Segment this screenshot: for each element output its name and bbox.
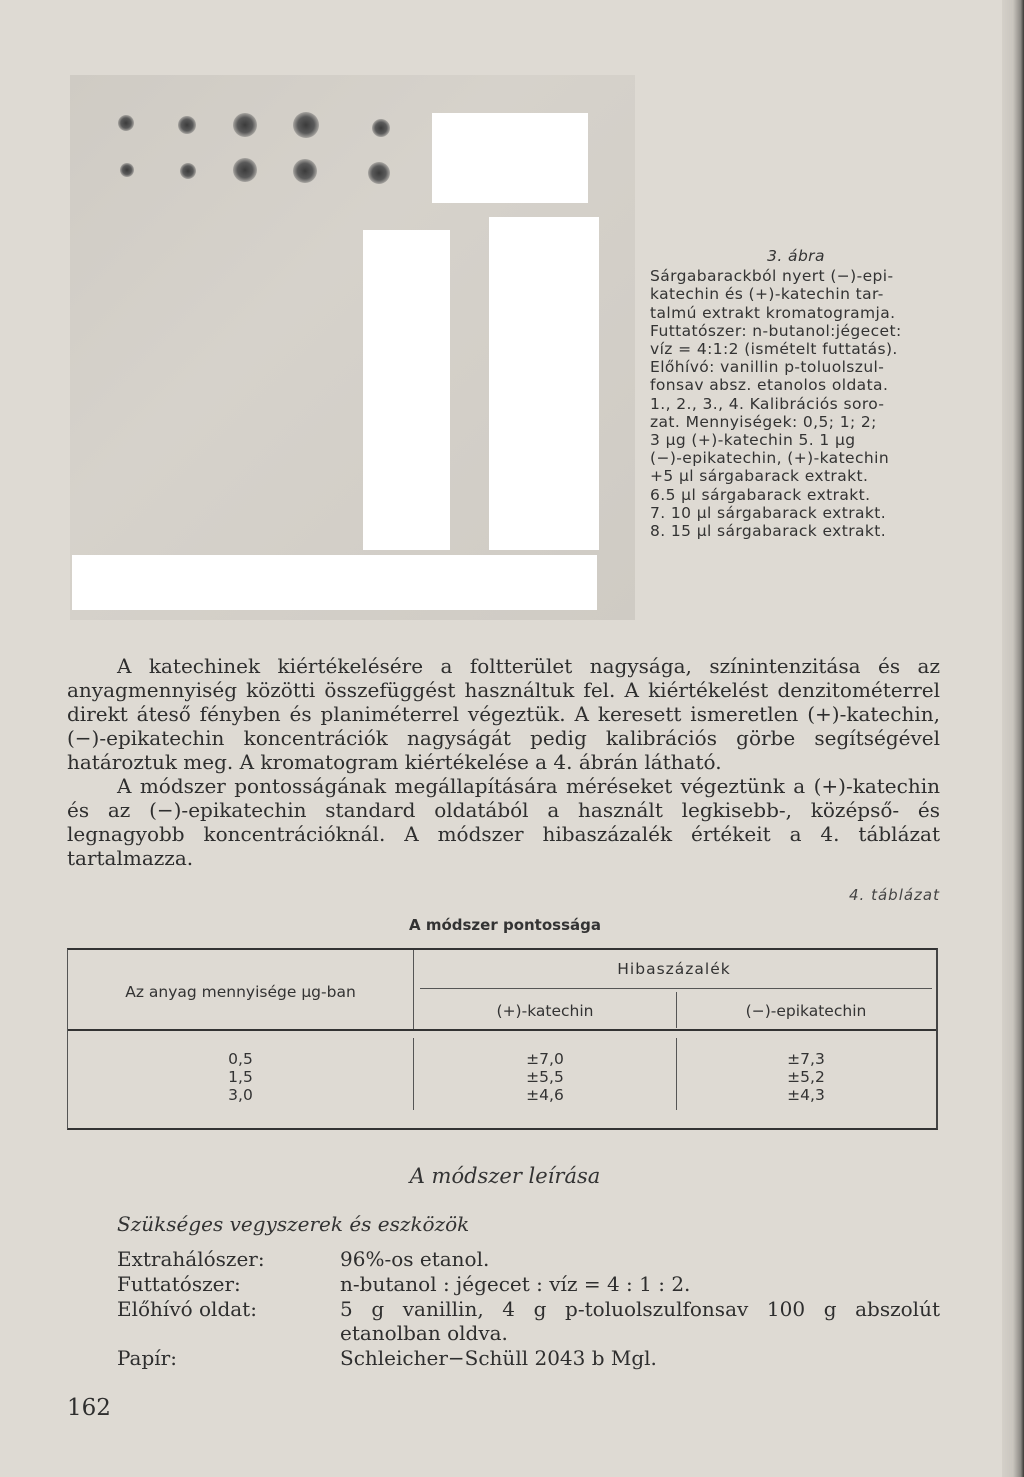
chromatogram-spot [293,159,317,183]
caption-line: 8. 15 μl sárgabarack extrakt. [650,522,887,541]
chromatogram-spot [368,162,390,184]
table-cell: ±4,6 [526,1086,564,1104]
body-text [67,654,940,870]
accuracy-table [67,948,938,1130]
body-paragraph: A módszer pontosságának megállapítására méréseket végeztünk a (+)-katechin és az (−)-epikatechin standard oldatából a használt legkisebb-, középső- és legnagyobb koncentrációknál. A módszer hibaszázalék értékeit a 4. táblázat tartalmazza. [67,774,940,870]
caption-line: 7. 10 μl sárgabarack extrakt. [650,503,887,522]
table-cell: ±5,5 [526,1068,564,1086]
figure-caption-body [650,267,942,540]
section-title: A módszer leírása [409,1164,601,1188]
redaction-block [489,217,599,550]
redaction-block [363,230,450,550]
table-divider [420,988,932,989]
redaction-block [432,113,588,203]
caption-line: Sárgabarackból nyert (−)-epi- [650,267,894,286]
caption-line: víz = 4:1:2 (ismételt futtatás). [650,340,898,359]
param-value: Schleicher−Schüll 2043 b Mgl. [340,1346,657,1370]
param-label: Papír: [117,1346,177,1370]
table-cell: 1,5 [228,1068,253,1086]
param-value: 96%-os etanol. [340,1247,490,1271]
caption-line: fonsav absz. etanolos oldata. [650,376,889,395]
table-cell: ±5,2 [787,1068,825,1086]
figure-caption-title: 3. ábra [767,247,825,265]
chromatogram-spot [178,116,196,134]
epicatechin-column [677,1050,935,1104]
chromatogram-spot [233,113,257,137]
caption-line: +5 μl sárgabarack extrakt. [650,467,869,486]
amount-column [68,1050,413,1104]
param-label: Futtatószer: [117,1272,241,1296]
catechin-column [414,1050,676,1104]
caption-line: zat. Mennyiségek: 0,5; 1; 2; [650,412,877,431]
chromatogram-spot [120,163,134,177]
table-cell: ±4,3 [787,1086,825,1104]
table-cell: 0,5 [228,1050,253,1068]
chromatogram-spot [293,112,319,138]
caption-line: (−)-epikatechin, (+)-katechin [650,449,890,468]
table-cell: 3,0 [228,1086,253,1104]
table-cell: ±7,3 [787,1050,825,1068]
caption-line: 3 μg (+)-katechin 5. 1 μg [650,431,856,450]
header-epicatechin: (−)-epikatechin [745,1002,867,1020]
param-value: 5 g vanillin, 4 g p-toluolszulfonsav 100 g abszolút etanolban oldva. [340,1297,940,1345]
body-paragraph: A katechinek kiértékelésére a foltterület nagysága, színintenzitása és az anyagmennyiség közötti összefüggést használtuk fel. A kiértékelést denzitométerrel direkt áteső fényben és planiméterrel végeztük. A keresett ismeretlen (+)-katechin, (−)-epikatechin koncentrációk nagyságát pedig kalibrációs görbe segítségével határoztuk meg. A kromatogram kiértékelése a 4. ábrán látható. [67,654,940,774]
chromatogram-spot [233,158,257,182]
header-error: Hibaszázalék [617,960,731,978]
table-title: A módszer pontossága [409,916,601,934]
caption-line: katechin és (+)-katechin tar- [650,285,884,304]
caption-line: talmú extrakt kromatogramja. [650,303,896,322]
param-label: Extrahálószer: [117,1247,265,1271]
table-cell: ±7,0 [526,1050,564,1068]
subsection-title: Szükséges vegyszerek és eszközök [117,1212,470,1236]
page-edge [1002,0,1024,1477]
param-label: Előhívó oldat: [117,1297,257,1321]
table-divider [68,1029,936,1031]
header-amount: Az anyag mennyisége μg-ban [125,983,356,1001]
caption-line: 6.5 μl sárgabarack extrakt. [650,485,871,504]
header-catechin: (+)-katechin [496,1002,594,1020]
redaction-block [72,555,597,610]
figure-caption [650,247,942,540]
caption-line: Előhívó: vanillin p-toluolszul- [650,358,885,377]
page-number: 162 [67,1395,111,1421]
caption-line: Futtatószer: n-butanol:jégecet: [650,321,902,340]
caption-line: 1., 2., 3., 4. Kalibrációs soro- [650,394,885,413]
chromatogram-spot [372,119,390,137]
param-value: n-butanol : jégecet : víz = 4 : 1 : 2. [340,1272,691,1296]
chromatogram-spot [180,163,196,179]
chromatogram-spot [118,115,134,131]
table-number: 4. táblázat [849,886,940,904]
